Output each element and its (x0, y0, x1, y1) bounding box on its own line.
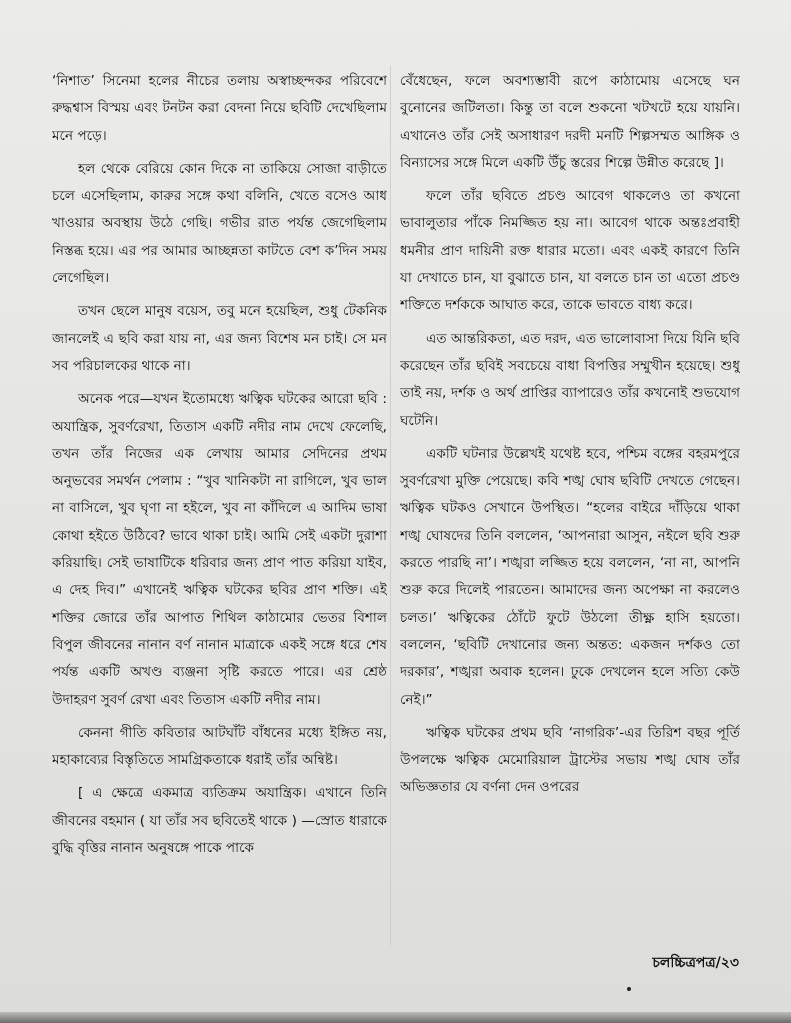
ink-dot (627, 987, 631, 991)
paragraph: এত আন্তরিকতা, এত দরদ, এত ভালোবাসা দিয়ে যিনি ছবি করেছেন তাঁর ছবিই সবচেয়ে বাধা বিপত্তির সম্মুখীন হয়েছে। শুধু তাই নয়, দর্শক ও অর্থ প্রাপ্তির ব্যাপারেও তাঁর কখনোই শুভযোগ ঘটেনি। (400, 330, 740, 429)
paragraph: অনেক পরে—যখন ইতোমধ্যে ঋত্বিক ঘটকের আরো ছবি : অযান্ত্রিক, সুবর্ণরেখা, তিতাস একটি নদীর নাম দেখে ফেলেছি, তখন তাঁর নিজের এক লেখায় আমার সেদিনের প্রথম অনুভবের সমর্থন পেলাম : “খুব খানিকটা না রাগিলে, খুব ভাল না বাসিলে, খুব ঘৃণা না হইলে, খুব না কাঁদিলে এ আদিম ভাষা কোথা হইতে উঠিবে? ভাবে থাকা চাই। আমি সেই একটা দুরাশা করিয়াছি। সেই ভাষাটিকে ধরিবার জন্য প্রাণ পাত করিয়া যাইব, এ দেহ দিব।” এখানেই ঋত্বিক ঘটকের ছবির প্রাণ শক্তি। এই শক্তির জোরে তাঁর আপাত শিথিল কাঠামোর ভেতর বিশাল বিপুল জীবনের নানান বর্ণ নানান মাত্রাকে একই সঙ্গে ধরে শেষ পর্যন্ত একটি অখণ্ড ব্যঞ্জনা সৃষ্টি করতে পারে। এর শ্রেষ্ঠ উদাহরণ সুবর্ণ রেখা এবং তিতাস একটি নদীর নাম। (52, 391, 387, 708)
left-column (52, 68, 387, 966)
paragraph: হল থেকে বেরিয়ে কোন দিকে না তাকিয়ে সোজা বাড়ীতে চলে এসেছিলাম, কারুর সঙ্গে কথা বলিনি, খেতে বসেও আধ খাওয়ার অবস্থায় উঠে গেছি। গভীর রাত পর্যন্ত জেগেছিলাম নিস্তব্ধ হয়ে। এর পর আমার আচ্ছন্নতা কাটতে বেশ ক’দিন সময় লেগেছিল। (52, 160, 387, 287)
paragraph: তখন ছেলে মানুষ বয়েস, তবু মনে হয়েছিল, শুধু টেকনিক জানলেই এ ছবি করা যায় না, এর জন্য বিশেষ মন চাই। সে মন সব পরিচালকের থাকে না। (52, 303, 387, 374)
right-column (400, 68, 740, 948)
paragraph: ফলে তাঁর ছবিতে প্রচণ্ড আবেগ থাকলেও তা কখনো ভাবালুতার পাঁকে নিমজ্জিত হয় না। আবেগ থাকে অন্তঃপ্রবাহী ধমনীর প্রাণ দায়িনী রক্ত ধারার মতো। এবং একই কারণে তিনি যা দেখাতে চান, যা বুঝাতে চান, যা বলতে চান তা এতো প্রচণ্ড শক্তিতে দর্শককে আঘাত করে, তাকে ভাবতে বাধ্য করে। (400, 188, 740, 314)
page-footer: চলচ্চিত্রপত্র/২৩ (652, 955, 739, 971)
paragraph: [ এ ক্ষেত্রে একমাত্র ব্যতিক্রম অযান্ত্রিক। এখানে তিনি জীবনের বহমান ( যা তাঁর সব ছবিতেই থাকে ) —স্রোত ধারাকে বুদ্ধি বৃত্তির নানান অনুষঙ্গে পাকে পাকে (52, 785, 387, 857)
column-divider (390, 66, 391, 946)
paragraph: কেননা গীতি কবিতার আটঘাঁট বাঁধনের মধ্যে ইঙ্গিত নয়, মহাকাব্যের বিস্তৃতিতে সামগ্রিকতাকে ধরাই তাঁর অন্বিষ্ট। (52, 724, 387, 769)
paragraph: ‘নিশাত’ সিনেমা হলের নীচের তলায় অস্বাচ্ছন্দকর পরিবেশে রুদ্ধশ্বাস বিস্ময় এবং টনটন করা বেদনা নিয়ে ছবিটি দেখেছিলাম মনে পড়ে। (52, 73, 387, 144)
paragraph: ঋত্বিক ঘটকের প্রথম ছবি ‘নাগরিক’-এর তিরিশ বছর পূর্তি উপলক্ষে ঋত্বিক মেমোরিয়াল ট্রাস্টের সভায় শঙ্খ ঘোষ তাঁর অভিজ্ঞতার যে বর্ণনা দেন ওপরের (400, 724, 740, 796)
scan-edge (0, 1012, 791, 1023)
paragraph: একটি ঘটনার উল্লেখই যথেষ্ট হবে, পশ্চিম বঙ্গের বহরমপুরে সুবর্ণরেখা মুক্তি পেয়েছে। কবি শঙ্খ ঘোষ ছবিটি দেখতে গেছেন। ঋত্বিক ঘটকও সেখানে উপস্থিত। “হলের বাইরে দাঁড়িয়ে থাকা শঙ্খ ঘোষদের তিনি বললেন, ‘আপনারা আসুন, নইলে ছবি শুরু করতে পারছি না’। শঙ্খরা লজ্জিত হয়ে বললেন, ‘না না, আপনি শুরু করে দিলেই পারতেন। আমাদের জন্য অপেক্ষা না করলেও চলত।’ ঋত্বিকের ঠোঁটে ফুটে উঠলো তীক্ষ্ণ হাসি হয়তো। বললেন, ‘ছবিটি দেখানোর জন্য অন্তত: একজন দর্শকও তো দরকার’, শঙ্খরা অবাক হলেন। ঢুকে দেখলেন হলে সত্যি কেউ নেই।” (400, 445, 740, 708)
paragraph: বেঁধেছেন, ফলে অবশ্যম্ভাবী রূপে কাঠামোয় এসেছে ঘন বুনোনের জটিলতা। কিন্তু তা বলে শুকনো খটখটে হয়ে যায়নি। এখানেও তাঁর সেই অসাধারণ দরদী মনটি শিল্পসম্মত আঙ্গিক ও বিন্যাসের সঙ্গে মিলে একটি উঁচু স্তরের শিল্পে উন্নীত করেছে ]। (400, 73, 740, 171)
